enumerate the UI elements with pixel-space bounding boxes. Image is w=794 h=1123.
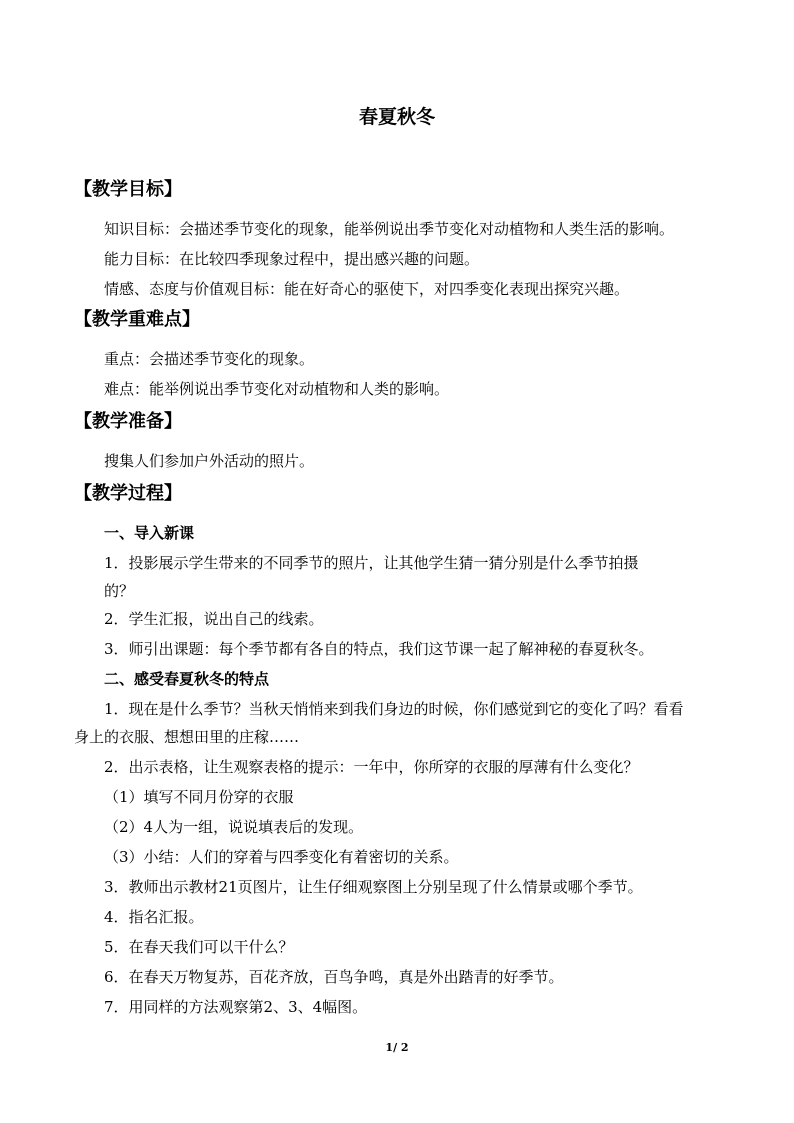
process-part2-line-7: 7．用同样的方法观察第2、3、4幅图。 (104, 998, 368, 1016)
process-part2-subitem-3: （3）小结：人们的穿着与四季变化有着密切的关系。 (104, 848, 459, 866)
process-part2-line-2: 2．出示表格，让生观察表格的提示：一年中，你所穿的衣服的厚薄有什么变化？ (104, 758, 639, 776)
section-heading-keypoints: 【教学重难点】 (74, 309, 200, 330)
process-part2-title: 二、感受春夏秋冬的特点 (104, 670, 270, 688)
process-part1-line-2: 2．学生汇报，说出自己的线索。 (104, 610, 324, 628)
section-heading-preparation: 【教学准备】 (74, 411, 182, 432)
preparation-line: 搜集人们参加户外活动的照片。 (104, 452, 315, 470)
keypoint-line-focus: 重点：会描述季节变化的现象。 (104, 350, 315, 368)
process-part2-line-4: 4．指名汇报。 (104, 908, 204, 926)
process-part1-line-1: 1．投影展示学生带来的不同季节的照片，让其他学生猜一猜分别是什么季节拍摄 (104, 554, 639, 572)
keypoint-line-difficulty: 难点：能举例说出季节变化对动植物和人类的影响。 (104, 380, 450, 398)
process-part1-line-3: 3．师引出课题：每个季节都有各自的特点，我们这节课一起了解神秘的春夏秋冬。 (104, 640, 654, 658)
process-part2-line-1-cont: 身上的衣服、想想田里的庄稼…… (74, 728, 300, 746)
goal-line-attitude: 情感、态度与价值观目标：能在好奇心的驱使下，对四季变化表现出探究兴趣。 (104, 280, 630, 298)
section-heading-goals: 【教学目标】 (74, 179, 182, 200)
process-part1-title: 一、导入新课 (104, 524, 195, 542)
page-number: 1/ 2 (385, 1041, 409, 1054)
process-part2-subitem-2: （2）4人为一组，说说填表后的发现。 (104, 818, 364, 836)
process-part2-line-3: 3．教师出示教材21页图片，让生仔细观察图上分别呈现了什么情景或哪个季节。 (104, 878, 643, 896)
page-title: 春夏秋冬 (358, 106, 435, 128)
process-part2-line-1: 1．现在是什么季节？当秋天悄悄来到我们身边的时候，你们感觉到它的变化了吗？看看 (104, 700, 684, 718)
process-part2-line-6: 6．在春天万物复苏，百花齐放，百鸟争鸣，真是外出踏青的好季节。 (104, 968, 564, 986)
goal-line-ability: 能力目标：在比较四季现象过程中，提出感兴趣的问题。 (104, 250, 480, 268)
process-part1-line-1-cont: 的？ (104, 582, 135, 600)
goal-line-knowledge: 知识目标：会描述季节变化的现象，能举例说出季节变化对动植物和人类生活的影响。 (104, 220, 675, 238)
process-part2-line-5: 5．在春天我们可以干什么？ (104, 938, 294, 956)
process-part2-subitem-1: （1）填写不同月份穿的衣服 (104, 788, 294, 806)
section-heading-process: 【教学过程】 (74, 483, 182, 504)
